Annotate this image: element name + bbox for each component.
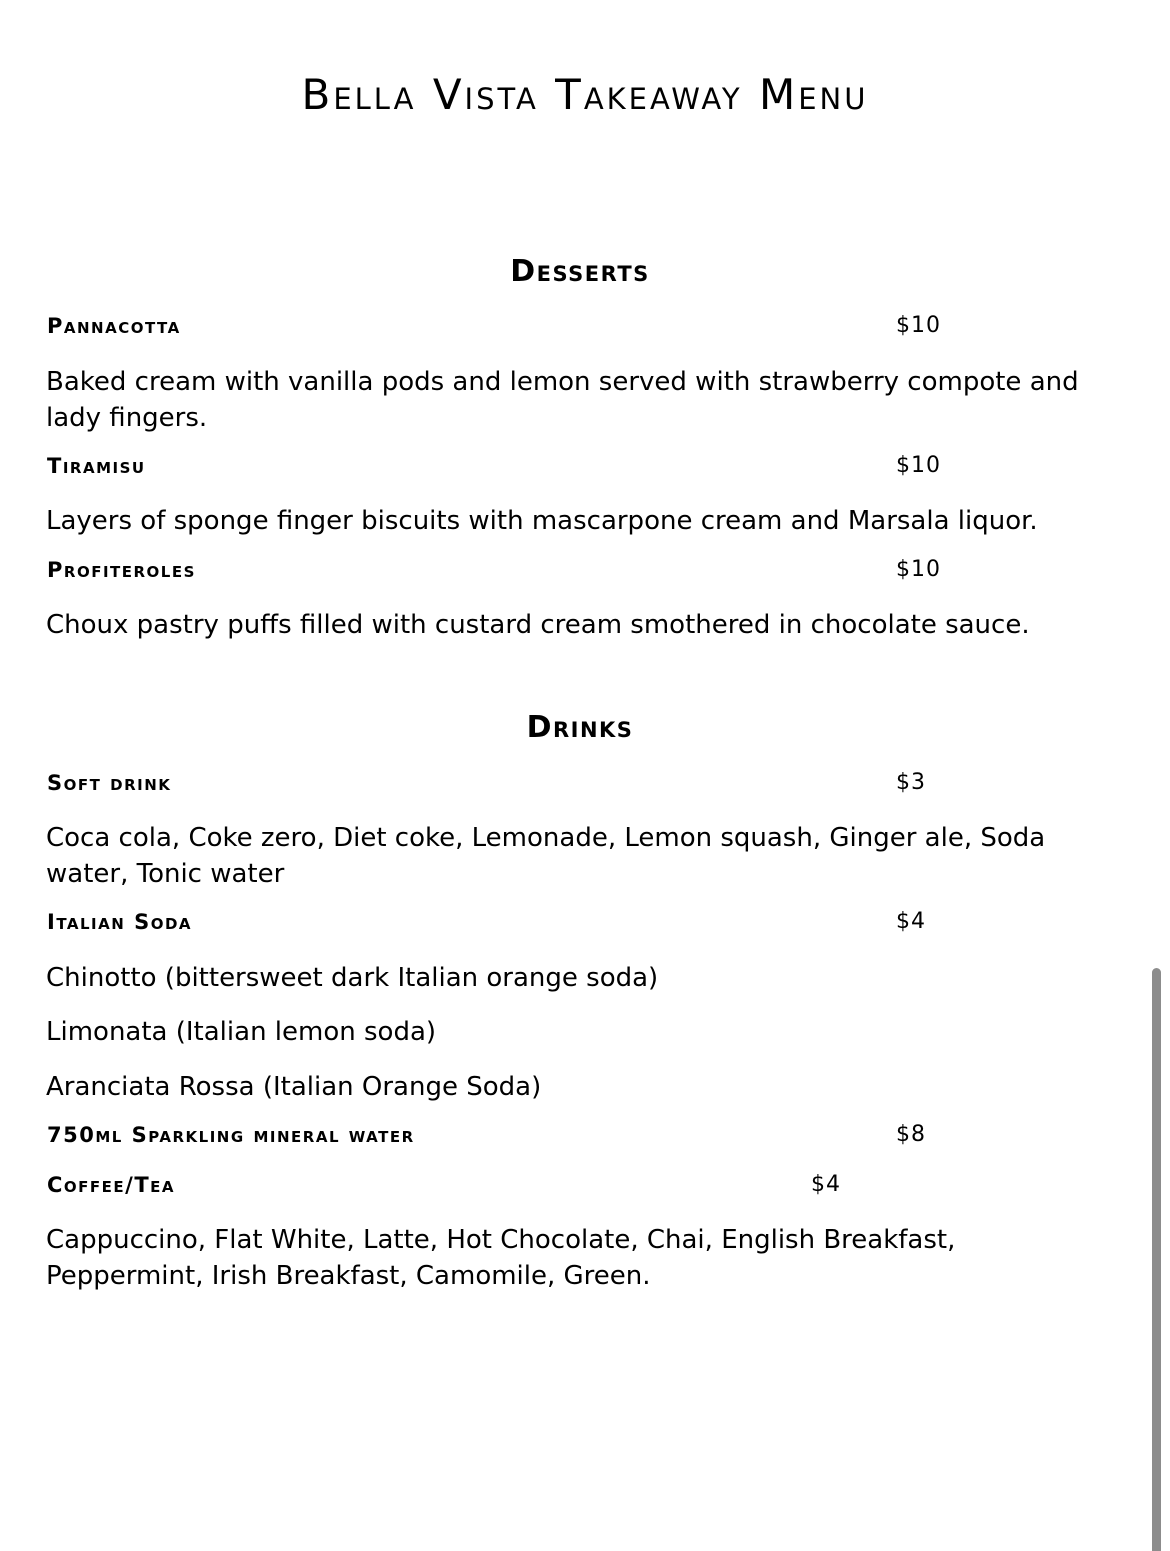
- item-name-tiramisu: Tiramisu: [47, 454, 146, 478]
- item-name-pannacotta: Pannacotta: [47, 314, 181, 338]
- item-name-coffee-tea: Coffee/Tea: [47, 1173, 175, 1197]
- item-price-coffee-tea: $4: [811, 1172, 841, 1197]
- item-description-limonata: Limonata (Italian lemon soda): [46, 1017, 437, 1047]
- item-description-tiramisu: Layers of sponge finger biscuits with mascarpone cream and Marsala liquor.: [46, 506, 1038, 536]
- item-description-pannacotta: Baked cream with vanilla pods and lemon served with strawberry compote and lady fingers.: [46, 367, 1079, 433]
- item-description-profiteroles: Choux pastry puffs filled with custard cream smothered in chocolate sauce.: [46, 610, 1030, 640]
- item-description-aranciata-rossa: Aranciata Rossa (Italian Orange Soda): [46, 1072, 542, 1102]
- item-name-sparkling-water: 750ml Sparkling mineral water: [47, 1123, 415, 1147]
- section-heading-desserts: Desserts: [510, 254, 650, 289]
- item-description-coffee-tea: Cappuccino, Flat White, Latte, Hot Chocolate, Chai, English Breakfast, Peppermint, Irish Breakfast, Camomile, Green.: [46, 1225, 956, 1291]
- item-name-italian-soda: Italian Soda: [47, 910, 193, 934]
- item-name-profiteroles: Profiteroles: [47, 558, 196, 582]
- item-description-chinotto: Chinotto (bittersweet dark Italian orange soda): [46, 963, 659, 993]
- item-price-tiramisu: $10: [896, 453, 941, 478]
- item-price-profiteroles: $10: [896, 557, 941, 582]
- item-name-soft-drink: Soft drink: [47, 771, 172, 795]
- item-price-italian-soda: $4: [896, 909, 926, 934]
- item-price-pannacotta: $10: [896, 313, 941, 338]
- item-price-soft-drink: $3: [896, 770, 926, 795]
- menu-title: Bella Vista Takeaway Menu: [301, 70, 869, 119]
- item-description-soft-drink: Coca cola, Coke zero, Diet coke, Lemonade, Lemon squash, Ginger ale, Soda water, Tonic water: [46, 823, 1046, 889]
- section-heading-drinks: Drinks: [526, 710, 634, 745]
- item-price-sparkling-water: $8: [896, 1122, 926, 1147]
- scrollbar-thumb[interactable]: [1152, 968, 1161, 1551]
